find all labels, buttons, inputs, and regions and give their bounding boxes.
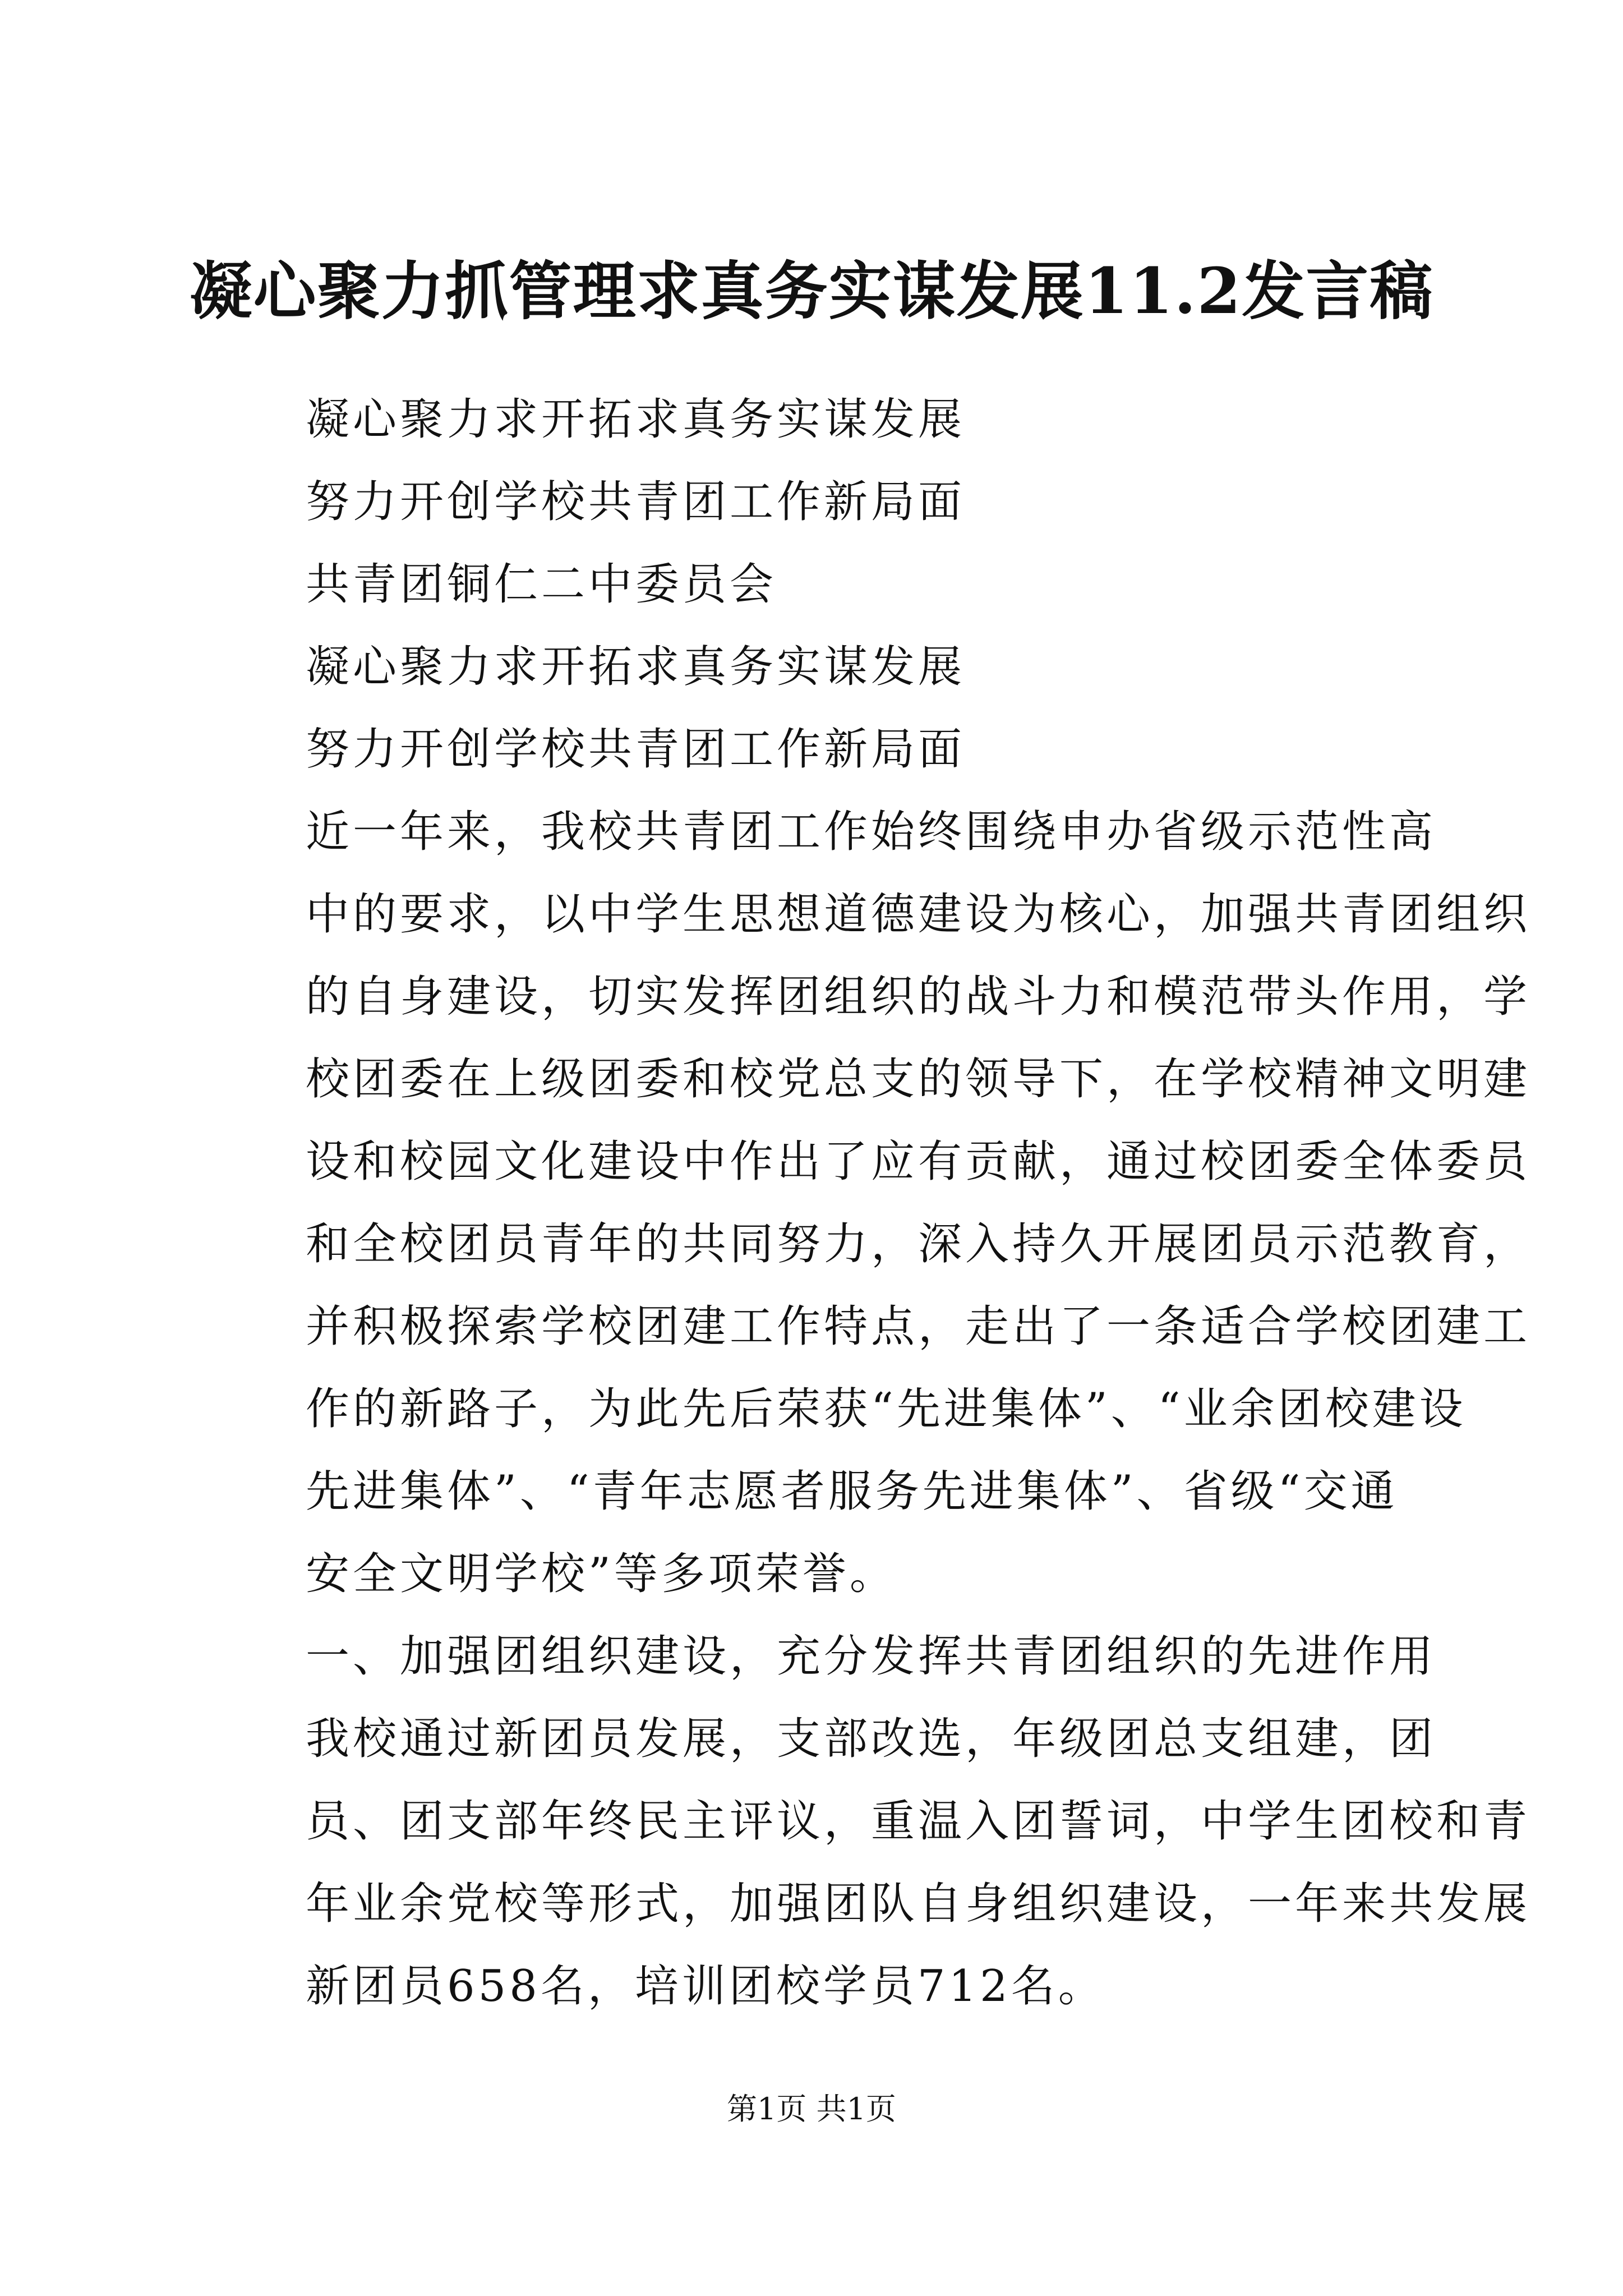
body-line: 我校通过新团员发展，支部改选，年级团总支组建，团 (306, 1714, 1437, 1764)
body-line: 努力开创学校共青团工作新局面 (306, 477, 966, 527)
body-line: 作的新路子，为此先后荣获“先进集体”、“业余团校建设 (306, 1384, 1467, 1434)
body-line: 努力开创学校共青团工作新局面 (306, 724, 966, 775)
body-line: 校团委在上级团委和校党总支的领导下，在学校精神文明建 (306, 1054, 1531, 1105)
body-line: 共青团铜仁二中委员会 (306, 559, 777, 610)
section-heading: 一、加强团组织建设，充分发挥共青团组织的先进作用 (306, 1631, 1437, 1682)
body-line: 中的要求，以中学生思想道德建设为核心，加强共青团组织 (306, 889, 1531, 940)
body-line: 设和校园文化建设中作出了应有贡献，通过校团委全体委员 (306, 1137, 1531, 1187)
body-line: 凝心聚力求开拓求真务实谋发展 (306, 642, 966, 692)
body-line: 先进集体”、“青年志愿者服务先进集体”、省级“交通 (306, 1466, 1398, 1517)
body-line: 安全文明学校”等多项荣誉。 (306, 1549, 897, 1599)
body-line: 的自身建设，切实发挥团组织的战斗力和模范带头作用，学 (306, 972, 1531, 1022)
body-line: 凝心聚力求开拓求真务实谋发展 (306, 394, 966, 445)
document-title: 凝心聚力抓管理求真务实谋发展11.2发言稿 (189, 255, 1434, 328)
body-line: 和全校团员青年的共同努力，深入持久开展团员示范教育， (306, 1219, 1531, 1269)
body-line: 员、团支部年终民主评议，重温入团誓词，中学生团校和青 (306, 1796, 1531, 1847)
page-footer: 第1页 共1页 (727, 2091, 896, 2127)
body-line: 年业余党校等形式，加强团队自身组织建设，一年来共发展 (306, 1879, 1531, 1929)
body-line: 近一年来，我校共青团工作始终围绕申办省级示范性高 (306, 807, 1437, 857)
document-body (306, 379, 1562, 2028)
body-line: 新团员658名，培训团校学员712名。 (306, 1961, 1105, 2012)
body-line: 并积极探索学校团建工作特点，走出了一条适合学校团建工 (306, 1301, 1531, 1352)
